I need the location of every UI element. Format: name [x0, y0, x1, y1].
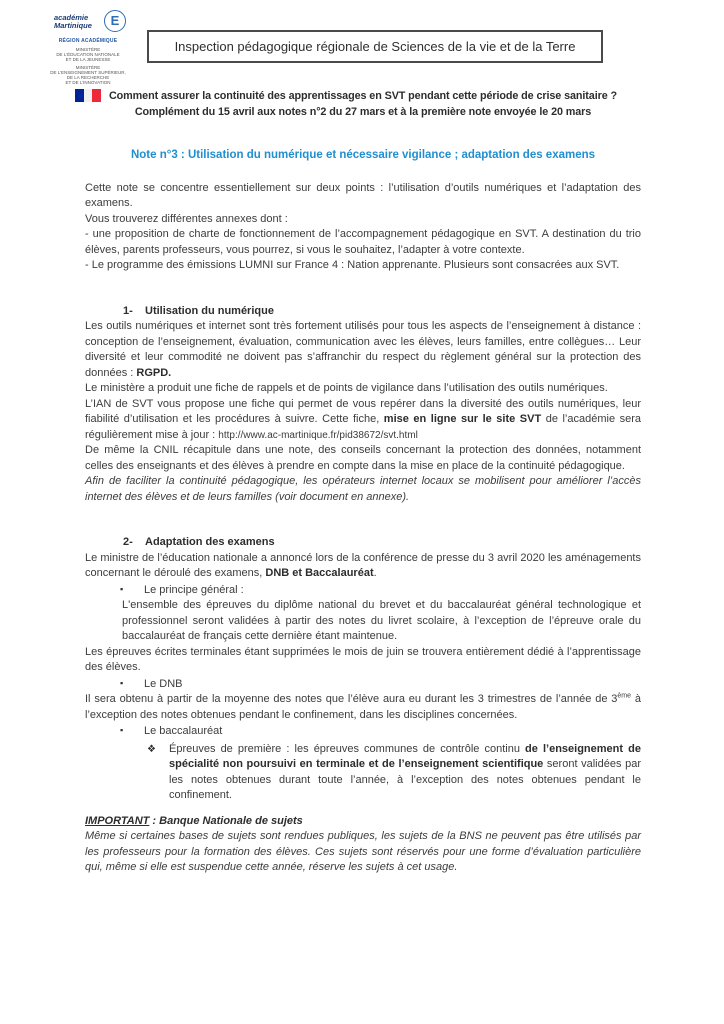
section-1-body	[85, 319, 641, 505]
ordinal-superscript: ème	[617, 692, 632, 700]
svt-site-link[interactable]: http://www.ac-martinique.fr/pid38672/svt.html	[218, 429, 418, 441]
section-1-title: Utilisation du numérique	[145, 304, 274, 317]
important-body: Même si certaines bases de sujets sont rendues publiques, les sujets de la BNS ne peuvent pas être utilisés par les professeurs pour la formation des élèves. Ces sujets sont réservés pour une forme d’évaluation particulière qui, même si elle est suspendue cette année, réserve les sujets à cet usage.	[85, 830, 641, 873]
paragraph: De même la CNIL récapitule dans une note, des conseils concernant la protection des données, notamment celles des enseignants et des élèves à prendre en compte dans la mise en place de la continuité pédagogique.	[85, 444, 641, 472]
note-title: Note n°3 : Utilisation du numérique et nécessaire vigilance ; adaptation des examens	[130, 149, 596, 161]
body-text: Le ministre de l’éducation nationale a annoncé lors de la conférence de presse du 3 avril 2020 les aménagements concernant le déroulé des examens,	[85, 551, 641, 579]
paragraph: Le ministère a produit une fiche de rappels et de points de vigilance dans l’utilisation des outils numériques.	[85, 382, 608, 394]
rgpd-bold-text: RGPD.	[136, 366, 172, 379]
body-text: à l’exception des notes obtenues pendant le confinement, dans les disciplines concernées.	[85, 693, 641, 721]
paragraph	[85, 692, 641, 723]
bullet-label: Le principe général :	[144, 583, 244, 596]
sub-bullet-epreuves	[85, 742, 641, 804]
bullet-baccalaureat	[85, 723, 641, 740]
section-1-number: 1-	[123, 304, 133, 317]
body-text: L’IAN de SVT vous propose une fiche qui permet de vous repérer dans la diversité des outils numériques, leur fiabilité d’utilisation et les procédures à suivre. Cette fiche,	[85, 397, 641, 425]
logo-ministry-superieur	[44, 65, 132, 86]
bullet-principe	[85, 582, 641, 599]
ministry-line: ET DE LA JEUNESSE	[65, 56, 111, 62]
inspection-title: Inspection pédagogique régionale de Sciences de la vie et de la Terre	[174, 39, 576, 54]
logo-ministry-education	[44, 47, 132, 63]
section-2-number: 2-	[123, 536, 133, 548]
paragraph: L'ensemble des épreuves du diplôme national du brevet et du baccalauréat général technologique et professionnel seront validées à partir des notes du livret scolaire, à l’exception de l’épreuve orale du baccalauréat de français cette dernière étant maintenue.	[122, 599, 641, 642]
site-svt-bold-text: mise en ligne sur le site SVT	[383, 413, 542, 425]
paragraph: - Le programme des émissions LUMNI sur France 4 : Nation apprenante. Plusieurs sont consacrées aux SVT.	[85, 259, 620, 271]
logo-top	[44, 10, 132, 35]
ministry-line: MINISTÈRE	[75, 64, 101, 70]
logo-academy-line2: Martinique	[54, 21, 92, 30]
italic-paragraph: Afin de faciliter la continuité pédagogique, les opérateurs internet locaux se mobilisent pour améliorer l’accès internet des élèves et de leurs familles (voir document en annexe).	[85, 475, 641, 503]
document-question-line: Comment assurer la continuité des apprentissages en SVT pendant cette période de crise sanitaire ?	[108, 90, 617, 102]
body-text: Il sera obtenu à partir de la moyenne des notes que l’élève aura eu durant les 3 trimestres de l’année de 3	[85, 693, 618, 705]
inspection-title-box	[147, 30, 603, 63]
section-1-heading	[85, 304, 641, 320]
paragraph	[85, 551, 641, 582]
important-title-rest: : Banque Nationale de sujets	[149, 814, 303, 827]
body-text: de l’académie sera régulièrement mise à jour :	[85, 413, 641, 441]
body-text: .	[373, 567, 377, 579]
flag-blue-stripe	[75, 89, 84, 102]
important-heading	[85, 814, 641, 830]
ministry-line: DE L’ENSEIGNEMENT SUPÉRIEUR,	[50, 69, 126, 75]
section-2-body	[85, 551, 641, 804]
paragraph	[85, 319, 641, 381]
bullet-label: Le DNB	[144, 677, 183, 690]
paragraph	[85, 397, 641, 444]
intro-block	[85, 181, 641, 274]
paragraph: Cette note se concentre essentiellement sur deux points : l’utilisation d’outils numériques et l’adaptation des examens.	[85, 181, 641, 209]
section-2-title: Adaptation des examens	[145, 536, 275, 548]
important-label: IMPORTANT	[85, 814, 150, 827]
bullet-square-icon: ▪	[120, 583, 124, 594]
paragraph: Les épreuves écrites terminales étant supprimées le mois de juin se trouvera entièrement dédié à l’apprentissage des élèves.	[85, 645, 641, 673]
logo-academy-line1: académie	[54, 13, 89, 22]
bullet-square-icon: ▪	[120, 677, 124, 688]
section-2-heading	[85, 535, 641, 551]
logo-region-label: RÉGION ACADÉMIQUE	[58, 38, 118, 44]
document-complement-line: Complément du 15 avril aux notes n°2 du 27 mars et à la première note envoyée le 20 mars	[134, 106, 592, 118]
ministry-line: MINISTÈRE	[75, 46, 101, 52]
logo-emblem-letter: E	[110, 13, 120, 28]
logo-emblem-icon	[104, 10, 126, 32]
body-text: Les outils numériques et internet sont très fortement utilisés pour tous les aspects de l’enseignement à distance : conception de l’enseignement, évaluation, communication avec les élèves, leurs familles, entre collègues… Leur diversité et leur commodité ne doivent pas s’affranchir du respect du règlement général sur la protection des données :	[85, 320, 641, 379]
ministry-line: DE L’ÉDUCATION NATIONALE	[56, 51, 120, 57]
bullet-dnb	[85, 676, 641, 693]
dnb-bac-bold-text: DNB et Baccalauréat	[265, 567, 374, 579]
paragraph: Vous trouverez différentes annexes dont :	[85, 212, 288, 225]
ministry-line: DE LA RECHERCHE	[66, 75, 110, 81]
document-body	[85, 88, 641, 876]
paragraph: - une proposition de charte de fonctionnement de l’accompagnement pédagogique en SVT. A destination du trio élèves, parents professeurs, vous pourrez, si vous le souhaitez, l’adapter à votre contexte.	[85, 228, 641, 256]
paragraph	[169, 742, 641, 804]
body-text: Épreuves de première : les épreuves communes de contrôle continu	[169, 742, 526, 755]
ministry-line: ET DE L’INNOVATION	[65, 80, 111, 86]
bullet-square-icon: ▪	[120, 725, 124, 735]
bullet-diamond-icon: ❖	[147, 743, 156, 755]
enseignement-bold-text: de l’enseignement de spécialité non poursuivi en terminale et de l’enseignement scientifique	[169, 742, 641, 770]
body-text: seront validées par les notes obtenues durant toute l’année, à l’exception des notes obtenues pendant le confinement.	[169, 758, 641, 801]
bullet-label: Le baccalauréat	[144, 725, 223, 737]
